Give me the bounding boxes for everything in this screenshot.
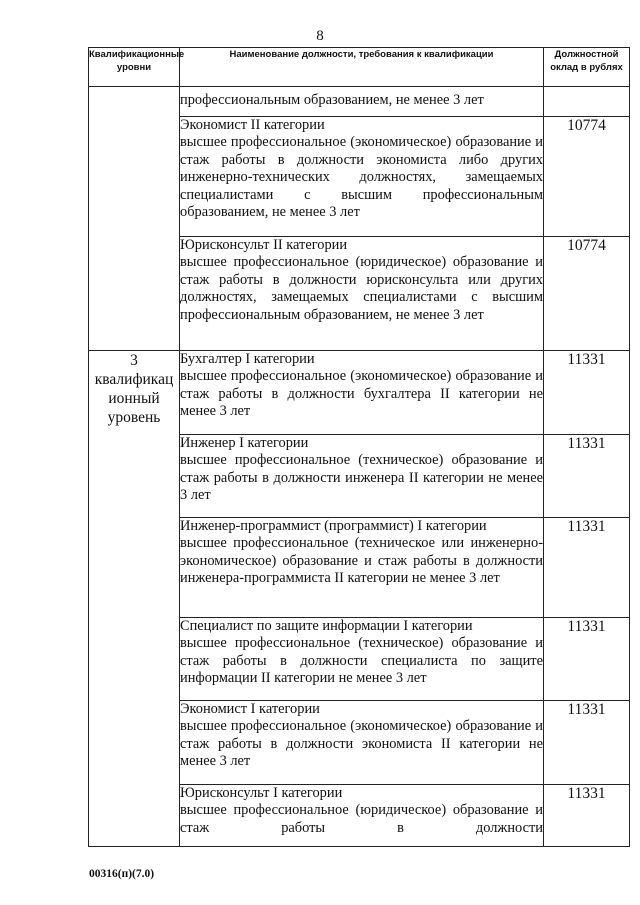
position-requirement: высшее профессиональное (экономическое) образование и стаж работы в должности бухгалтера II категории не менее 3 лет bbox=[180, 368, 543, 419]
salary-value: 10774 bbox=[544, 116, 630, 236]
document-code: 00316(п)(7.0) bbox=[89, 868, 155, 880]
position-title: Экономист I категории bbox=[180, 700, 320, 717]
position-title: Юрисконсульт II категории bbox=[180, 236, 348, 253]
position-requirement: высшее профессиональное (юридическое) образование и стаж работы в должности юрисконсульта или других должностях, замещаемых специалистами с высшим профессиональным образованием, не менее 3 лет bbox=[180, 254, 543, 323]
header-qualification-levels: Квалификационные уровни bbox=[89, 48, 180, 87]
position-requirement: высшее профессиональное (экономическое) образование и стаж работы в должности экономиста либо других инженерно-технических должностях, замещаемых специалистами с высшим профессиональным образованием, не менее 3 лет bbox=[180, 134, 543, 220]
level-number: 3 bbox=[130, 351, 138, 369]
salary-value: 11331 bbox=[544, 517, 630, 617]
continued-requirement: профессиональным образованием, не менее 3 лет bbox=[180, 87, 544, 117]
table-row bbox=[89, 87, 630, 117]
level-label-line3: уровень bbox=[107, 408, 161, 426]
level-cell-empty bbox=[89, 87, 180, 351]
position-requirement: высшее профессиональное (техническое) образование и стаж работы в должности специалиста по защите информации II категории не менее 3 лет bbox=[180, 635, 543, 686]
position-title: Бухгалтер I категории bbox=[180, 350, 315, 367]
table-row bbox=[89, 350, 630, 434]
salary-value: 11331 bbox=[544, 784, 630, 846]
position-cell bbox=[180, 617, 544, 700]
salary-value: 11331 bbox=[544, 434, 630, 517]
salary-cell-empty bbox=[544, 87, 630, 117]
position-cell bbox=[180, 434, 544, 517]
position-cell bbox=[180, 116, 544, 236]
salary-value: 11331 bbox=[544, 700, 630, 784]
level-label-line1: квалификац bbox=[94, 370, 174, 388]
position-cell bbox=[180, 236, 544, 350]
position-requirement: высшее профессиональное (экономическое) образование и стаж работы в должности экономиста II категории не менее 3 лет bbox=[180, 718, 543, 769]
page-number: 8 bbox=[316, 28, 324, 44]
position-cell bbox=[180, 350, 544, 434]
position-cell bbox=[180, 700, 544, 784]
position-requirement: высшее профессиональное (юридическое) образование и стаж работы в должности bbox=[180, 802, 543, 836]
qualification-table bbox=[88, 47, 630, 847]
position-cell bbox=[180, 784, 544, 846]
table-header-row bbox=[89, 48, 630, 87]
level-label-line2: ионный bbox=[108, 389, 160, 407]
position-title: Экономист II категории bbox=[180, 116, 325, 133]
qualification-level-3 bbox=[89, 350, 180, 846]
position-cell bbox=[180, 517, 544, 617]
position-title: Инженер-программист (программист) I категории bbox=[180, 517, 487, 534]
header-salary: Должностной оклад в рублях bbox=[544, 48, 630, 87]
salary-value: 11331 bbox=[544, 617, 630, 700]
position-title: Инженер I категории bbox=[180, 434, 309, 451]
salary-value: 10774 bbox=[544, 236, 630, 350]
header-position-name: Наименование должности, требования к квалификации bbox=[180, 48, 544, 87]
position-title: Специалист по защите информации I категории bbox=[180, 617, 473, 634]
position-requirement: высшее профессиональное (техническое) образование и стаж работы в должности инженера II категории не менее 3 лет bbox=[180, 452, 543, 503]
salary-value: 11331 bbox=[544, 350, 630, 434]
position-title: Юрисконсульт I категории bbox=[180, 784, 343, 801]
position-requirement: высшее профессиональное (техническое или инженерно-экономическое) образование и стаж работы в должности инженера-программиста II категории не менее 3 лет bbox=[180, 535, 543, 586]
